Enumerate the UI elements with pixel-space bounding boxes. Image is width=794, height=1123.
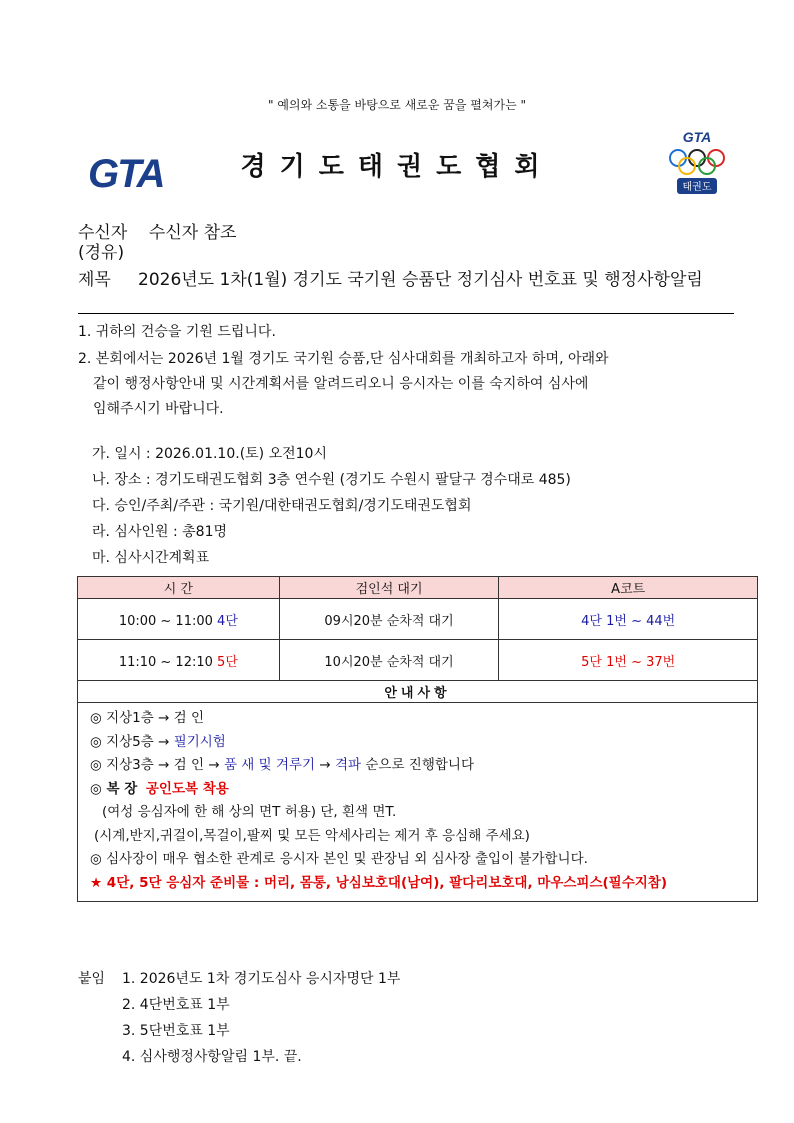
- guide-row: [78, 703, 758, 902]
- guide-line: ◎ 지상3층 → 검 인 → 품 새 및 겨루기 → 격파 순으로 진행합니다: [90, 757, 474, 773]
- header-wait: 검인석 대기: [279, 577, 499, 599]
- table-row: [78, 599, 758, 640]
- recipient-label: 수신자: [78, 223, 128, 243]
- paragraph-2-line-3: 임해주시기 바랍니다.: [93, 401, 224, 417]
- guide-line: ◎ 지상1층 → 검 인: [90, 710, 205, 726]
- attachment-item: 2. 4단번호표 1부: [122, 997, 230, 1013]
- item-organizer: 다. 승인/주최/주관 : 국기원/대한태권도협회/경기도태권도협회: [92, 498, 472, 514]
- attachment-item: 3. 5단번호표 1부: [122, 1023, 230, 1039]
- row-court: 5단 1번 ~ 37번: [499, 640, 758, 681]
- attachment-item: 4. 심사행정사항알림 1부. 끝.: [122, 1049, 302, 1065]
- item-date: 가. 일시 : 2026.01.10.(토) 오전10시: [92, 446, 327, 462]
- item-count: 라. 심사인원 : 총81명: [92, 524, 227, 540]
- divider: [78, 313, 734, 314]
- row-wait: 09시20분 순차적 대기: [279, 599, 499, 640]
- table-row: [78, 640, 758, 681]
- olympic-rings-logo: [664, 128, 730, 196]
- header-time: 시 간: [78, 577, 280, 599]
- guide-content: [78, 703, 758, 902]
- dan-label: 5단: [217, 654, 238, 670]
- row-time: [78, 599, 280, 640]
- guide-line: ◎ 복 장 공인도복 착용: [90, 780, 229, 797]
- guide-line: ★ 4단, 5단 응심자 준비물 : 머리, 몸통, 낭심보호대(남여), 팔다리보호대, 마우스피스(필수지참): [90, 874, 668, 891]
- paragraph-2: [78, 347, 738, 422]
- guide-line: ◎ 지상5층 → 필기시험: [90, 733, 226, 750]
- paragraph-1: 1. 귀하의 건승을 기원 드립니다.: [78, 324, 276, 340]
- time-range: 11:10 ~ 12:10: [118, 654, 213, 670]
- item-place: 나. 장소 : 경기도태권도협회 3층 연수원 (경기도 수원시 팔달구 경수대로 485): [92, 472, 571, 488]
- guide-line: ◎ 심사장이 매우 협소한 관계로 응시자 본인 및 관장님 외 심사장 출입이 불가합니다.: [90, 851, 588, 867]
- via-label: (경유): [78, 243, 125, 263]
- guide-line: (여성 응심자에 한 해 상의 면T 허용) 단, 흰색 면T.: [102, 804, 397, 820]
- paragraph-2-line-2: 같이 행정사항안내 및 시간계획서를 알려드리오니 응시자는 이를 숙지하여 심사에: [93, 376, 589, 392]
- slogan: " 예의와 소통을 바탕으로 새로운 꿈을 펼쳐가는 ": [268, 98, 526, 112]
- logo-left-text: GTA: [88, 152, 164, 196]
- item-schedule: 마. 심사시간계획표: [92, 550, 210, 566]
- header-court: A코트: [499, 577, 758, 599]
- schedule-table: [77, 576, 758, 902]
- recipient-value: 수신자 참조: [148, 223, 237, 243]
- time-range: 10:00 ~ 11:00: [118, 613, 213, 629]
- guide-header: 안내사항: [78, 681, 758, 703]
- subject-label: 제목: [78, 270, 111, 290]
- organization-title: 경기도태권도협회: [240, 152, 554, 182]
- subject-text: 2026년도 1차(1월) 경기도 국기원 승품단 정기심사 번호표 및 행정사항알림: [138, 270, 703, 290]
- row-time: [78, 640, 280, 681]
- attachment-item: 1. 2026년도 1차 경기도심사 응시자명단 1부: [122, 971, 401, 987]
- table-header-row: [78, 577, 758, 599]
- logo-right-badge: 태권도: [682, 182, 712, 193]
- row-court: 4단 1번 ~ 44번: [499, 599, 758, 640]
- row-wait: 10시20분 순차적 대기: [279, 640, 499, 681]
- guide-header-row: [78, 681, 758, 703]
- attachments-label: 붙임: [78, 971, 106, 987]
- paragraph-2-line-1: 2. 본회에서는 2026년 1월 경기도 국기원 승품,단 심사대회를 개최하고자 하며, 아래와: [78, 351, 609, 367]
- dan-label: 4단: [217, 613, 238, 629]
- logo-right-text: GTA: [682, 129, 712, 145]
- guide-line: (시계,반지,귀걸이,목걸이,팔찌 및 모든 악세사리는 제거 후 응심해 주세요): [94, 827, 530, 844]
